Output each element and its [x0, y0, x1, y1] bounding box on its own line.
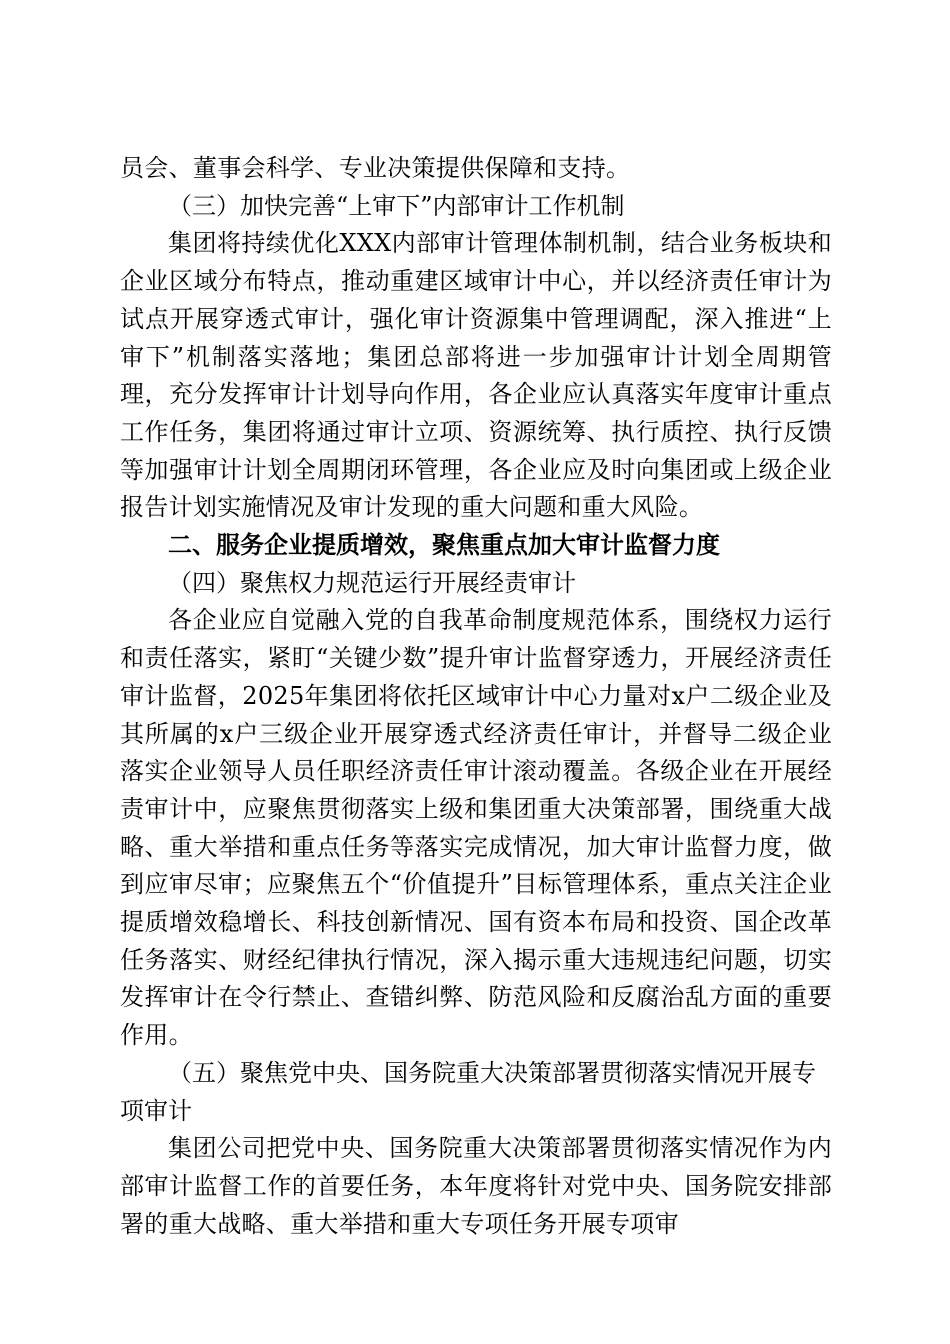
paragraph-audit-mechanism: 集团将持续优化XXX内部审计管理体制机制，结合业务板块和企业区域分布特点，推动重建区域审计中心，并以经济责任审计为试点开展穿透式审计，强化审计资源集中管理调配，深入推进“上审下”机制落实落地；集团总部将进一步加强审计计划全周期管理，充分发挥审计计划导向作用，各企业应认真落实年度审计重点工作任务，集团将通过审计立项、资源统筹、执行质控、执行反馈等加强审计计划全周期闭环管理，各企业应及时向集团或上级企业报告计划实施情况及审计发现的重大问题和重大风险。: [120, 229, 832, 522]
section-heading-two: 二、服务企业提质增效，聚焦重点加大审计监督力度: [168, 531, 720, 560]
document-body: [120, 150, 832, 1243]
paragraph-continuation: 员会、董事会科学、专业决策提供保障和支持。: [120, 154, 631, 182]
paragraph-economic-audit: 各企业应自觉融入党的自我革命制度规范体系，围绕权力运行和责任落实，紧盯“关键少数”提升审计监督穿透力，开展经济责任审计监督，2025年集团将依托区域审计中心力量对x户二级企业及其所属的x户三级企业开展穿透式经济责任审计，并督导二级企业落实企业领导人员任职经济责任审计滚动覆盖。各级企业在开展经责审计中，应聚焦贯彻落实上级和集团重大决策部署，围绕重大战略、重大举措和重点任务等落实完成情况，加大审计监督力度，做到应审尽审；应聚焦五个“价值提升”目标管理体系，重点关注企业提质增效稳增长、科技创新情况、国有资本布局和投资、国企改革任务落实、财经纪律执行情况，深入揭示重大违规违纪问题，切实发挥审计在令行禁止、查错纠弊、防范风险和反腐治乱方面的重要作用。: [120, 606, 832, 1050]
subheading-five: （五）聚焦党中央、国务院重大决策部署贯彻落实情况开展专项审计: [120, 1058, 816, 1125]
subheading-three: （三）加快完善“上审下”内部审计工作机制: [168, 191, 625, 220]
subheading-four: （四）聚焦权力规范运行开展经责审计: [168, 568, 576, 597]
paragraph-special-audit: 集团公司把党中央、国务院重大决策部署贯彻落实情况作为内部审计监督工作的首要任务，本年度将针对党中央、国务院安排部署的重大战略、重大举措和重大专项任务开展专项审: [120, 1134, 832, 1238]
